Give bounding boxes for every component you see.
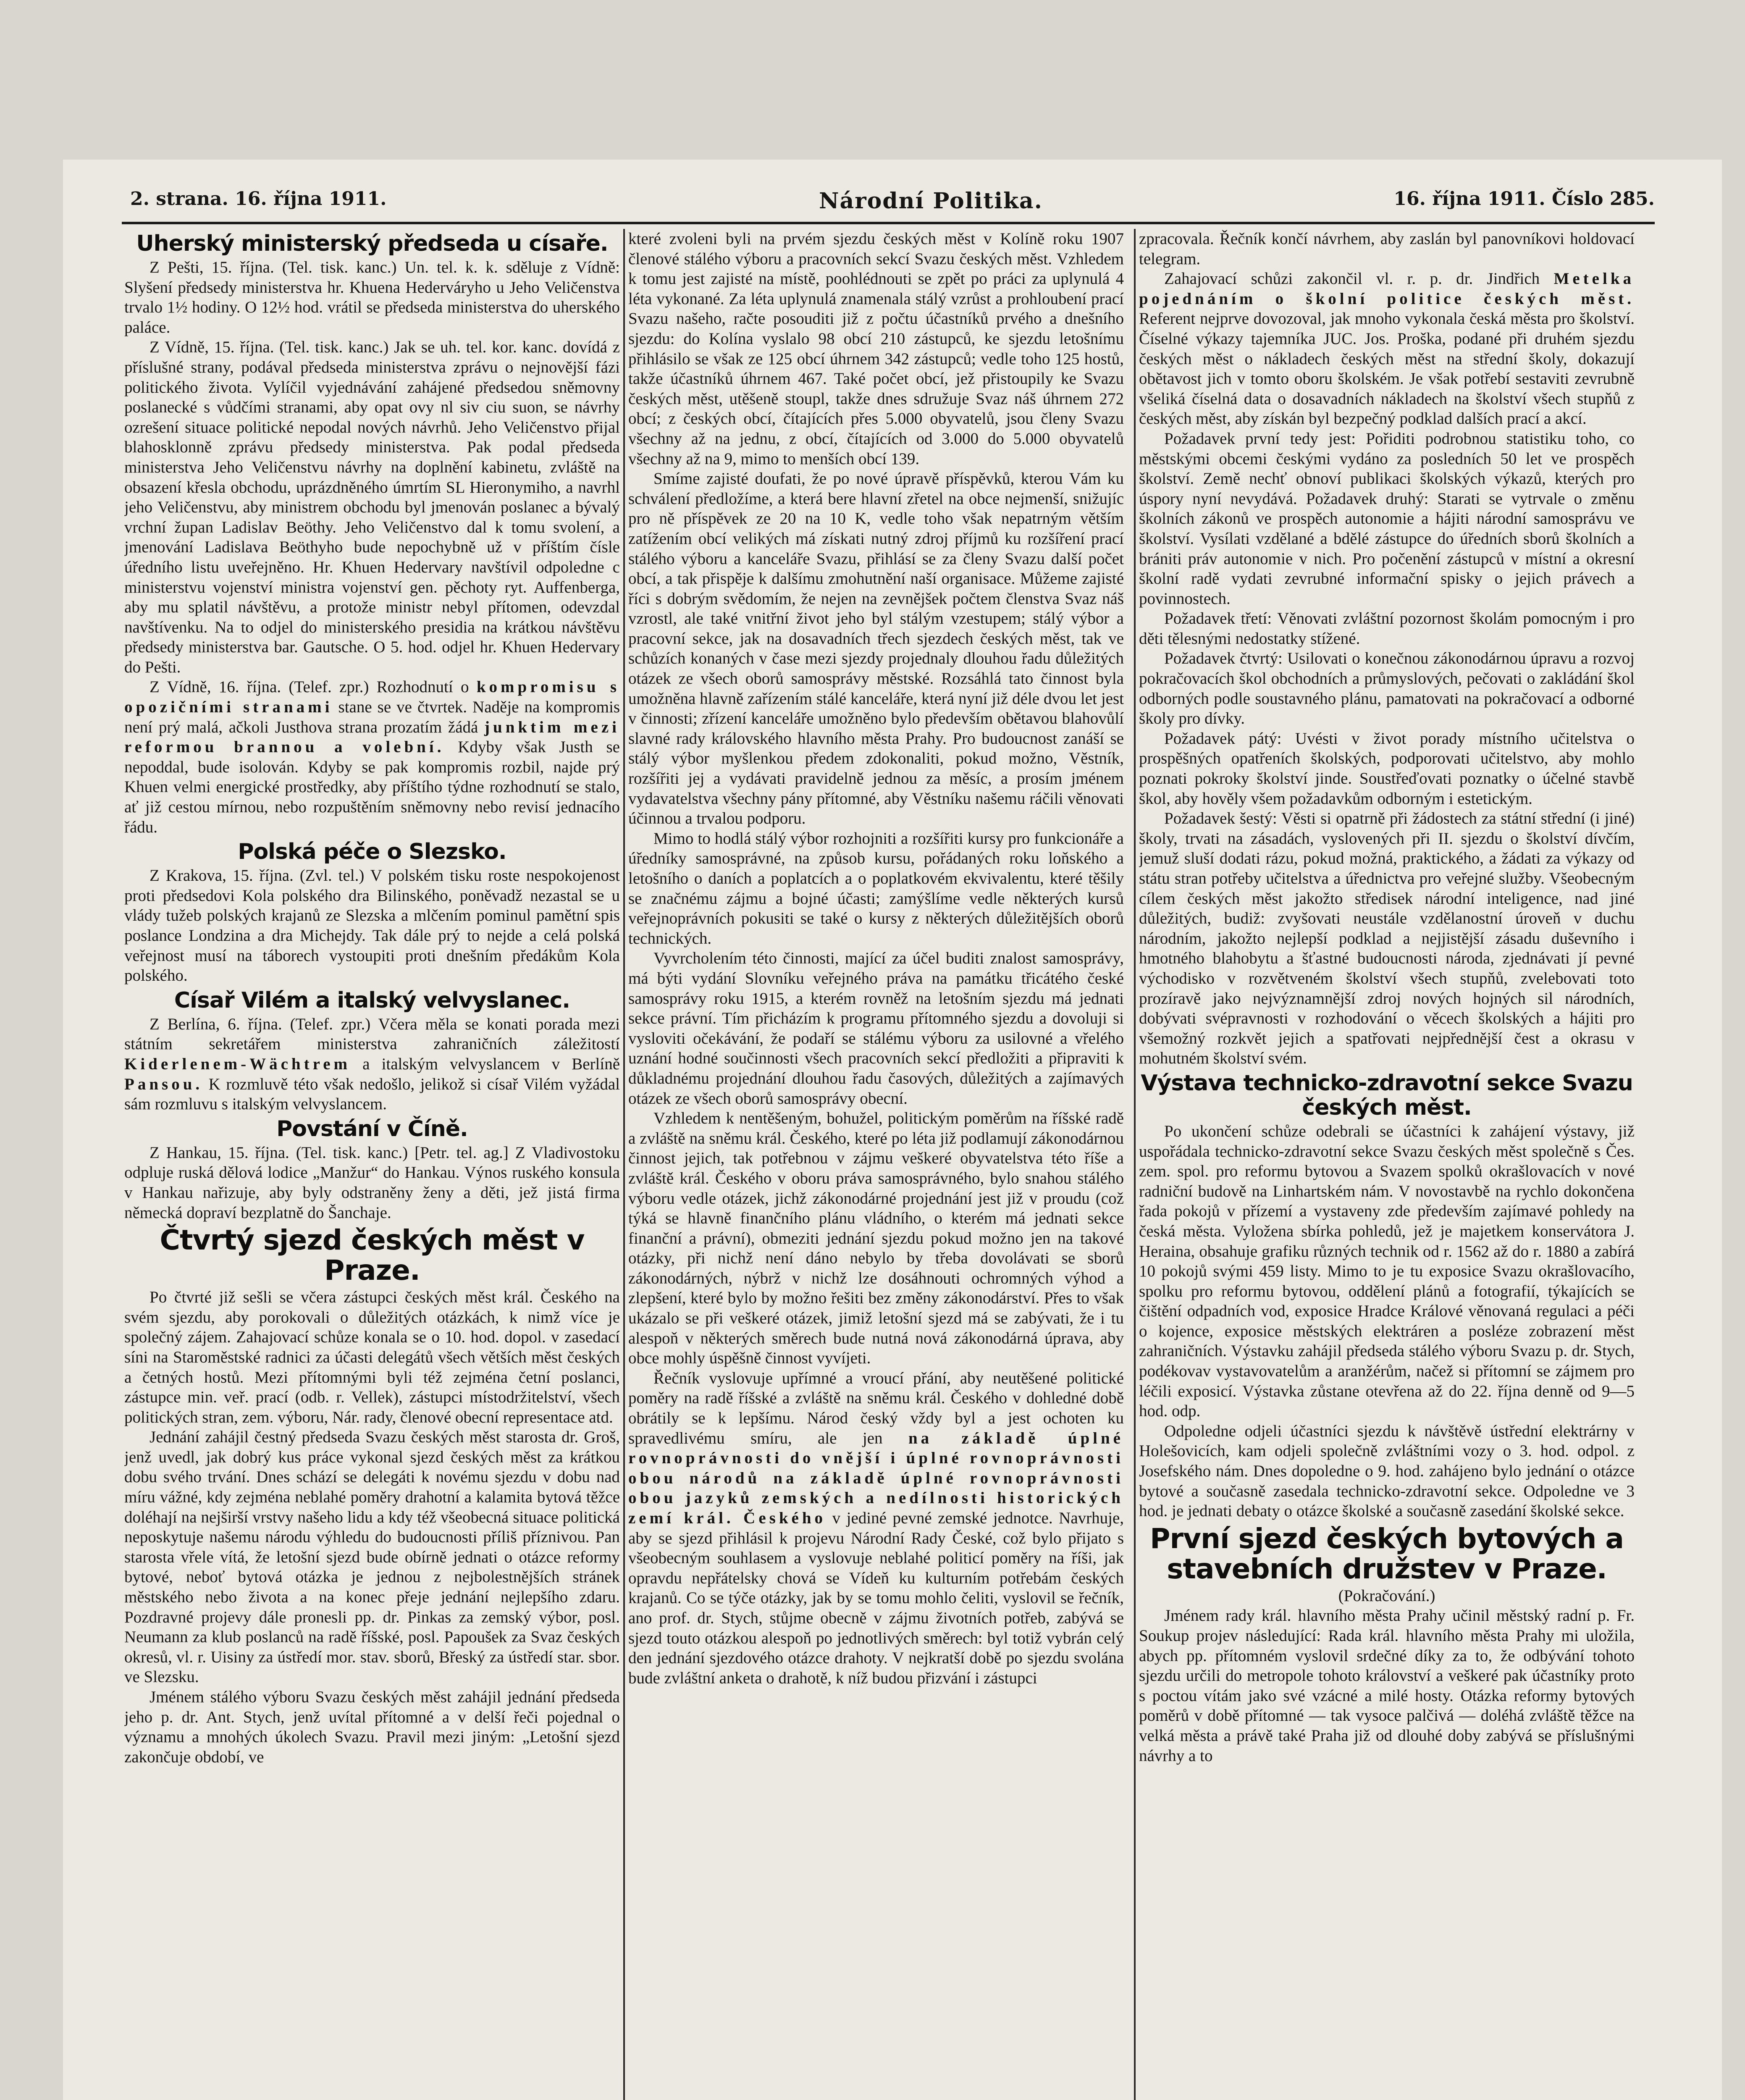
text-run: v jediné pevné zemské jednotce. Navrhuje, aby se sjezd přihlásil k projevu Národní Rady České, což bylo přijato s všeobecným souhlasem a vyslovuje neblahé politicí poměry na říši, jak opravdu nepřátelsky chová se Vídeň ku kulturním potřebám českých krajanů. Co se týče otázky, jak by se tomu mohlo čeliti, vyslovil se řečník, ano prof. dr. Stych, stůjme obecně v zájmu životních potřeb, zabývá se sjezd touto otázkou alespoň po jednotlivých směrech: byl totiž vybrán celý den jednání sjezdového otázce drahoty. V nejkratší době po sjezdu svolána bude zvláštní anketa o drahotě, k níž budou přizvání i zástupci xyxy=(628,1509,1124,1687)
article-subtitle: (Pokračování.) xyxy=(1338,1586,1435,1605)
article-paragraph: Vzhledem k nentěšeným, bohužel, politickým poměrům na říšské radě a zvláště na sněmu král. Českého, které po léta již podlamují zákonodárnou činnost jejich, tak potřebnou v zájmu veškeré obyvatelstva této říše a zvláště král. Českého v oboru práva samosprávného, bylo snahou stálého výboru vedle otázek, jichž zákonodárné projednání jest již v proudu (což týká se hlavně finančního plánu vládního, o kterém má jednati sekce finanční a právní), obmeziti jednání sjezdu pokud možno jen na takové otázky, při nichž není dáno nebylo by třeba dovolávati se sborů zákonodárných, nýbrž v nichž lze dosáhnouti ochromných výhod a zlepšení, které bylo by možno řešiti bez změny zákonodárství. Přes to však ukázalo se při veškeré otázek, jimiž letošní sjezd má se zabývati, že i tu alespoň v některých směrech bude nutná nová zákonodárná úprava, aby obce mohly úspěšně činnost vyvíjeti. xyxy=(628,1109,1124,1368)
article-paragraph: Po ukončení schůze odebrali se účastníci k zahájení výstavy, již uspořádala technicko-zdravotní sekce Svazu českých měst společně s Čes. zem. spol. pro reformu bytovou a Svazem spolků okrašlovacích v nové radniční budově na Linhartském nám. V novostavbě na rychlo dokončena řada pokojů v přízemí a vystaveny zde především zajímavé pohledy na česká města. Vyložena sbírka pohledů, jež je majetkem konservátora J. Heraina, obsahuje grafiku různých technik od r. 1562 až do r. 1880 a zabírá 10 pokojů svými 459 listy. Mimo to je tu exposice Svazu okrašlovacího, spolku pro reformu bytovou, oddělení plánů a fotografií, týkajících se čištění odpadních vod, exposice Hradce Králové věnovaná regulaci a péči o kojence, exposice městských elektráren a posléze zobrazení měst zahraničních. Výstavku zahájil předseda stálého výboru Svazu p. dr. Stych, podékovav vystavovatelům a aranžérům, načež si přítomní se zájmem pro léčili exposicí. Výstavka zůstane otevřena až do 22. října denně od 9—5 hod. odp. xyxy=(1139,1122,1635,1420)
text-run: Z Berlína, 6. října. (Telef. zpr.) Včera měla se konati porada mezi státním sekretářem ministerstva zahraničních záležitostí xyxy=(124,1015,620,1053)
spaced-text: Pansou. xyxy=(124,1075,203,1093)
column-3 xyxy=(1139,229,1635,2100)
column-1 xyxy=(124,229,620,2100)
article-headline: Povstání v Číně. xyxy=(276,1116,468,1142)
spaced-text: Kiderlenem-Wächtrem xyxy=(124,1055,351,1073)
article-paragraph: Vyvrcholením této činnosti, mající za účel buditi znalost samosprávy, má býti vydání Slovníku veřejného práva na památku třicátého české samosprávy roku 1915, a kterém rovněž na letošním sjezdu má jednati sekce právní. Tím přicházím k programu přítomného sjezdu a dovoluji si vysloviti očekávání, že podaří se stálému výboru za usilovné a vřelého uznání hodné součinnosti všech pracovních sekcí předložiti a připraviti k důkladnému projednání dlouhou řadu časových, důležitých a zajímavých otázek ze všech oborů samosprávy obecní. xyxy=(628,949,1124,1108)
article-paragraph xyxy=(628,1368,1124,1688)
article-paragraph: Odpoledne odjeli účastníci sjezdu k návštěvě ústřední elektrárny v Holešovicích, kam odjeli společně zvláštními vozy o 3. hod. odpol. z Josefského nám. Dnes dopoledne o 9. hod. zahájeno bylo jednání o otázce bytové a současně zasedala technicko-zdravotní sekce. Odpoledne ve 3 hod. je jednati debaty o otázce školské a současně zasedání školské sekce. xyxy=(1139,1422,1635,1520)
article-paragraph: Požadavek pátý: Uvésti v život porady místního učitelstva o prospěšných opatřeních školských, podporovati učitelstvo, aby mohlo poznati pokroky školství jinde. Soustřeďovati poznatky o účelné stavbě škol, aby hověly všem požadavkům odborným i estetickým. xyxy=(1139,729,1635,808)
article-paragraph: Požadavek šestý: Věsti si opatrně při žádostech za státní střední (i jiné) školy, trvati na zásadách, vyslovených při II. sjezdu o školství dívčím, jemuž sluší dodati rázu, pokud možná, praktického, a žádati za výkazy od státu stran potřeby učitelstva a úřednictva pro veřejné služby. Všeobecným cílem českých měst jakožto středisek národní inteligence, nad jiné důležitých, budiž: zvyšovati neustále vzdělanostní úroveň v duchu národním, jakožto nejlepší podklad a nejjistější zásadu duševního i hmotného blahobytu a šťastné budoucnosti národa, zjednávati jí pevné východisko v rozvětveném školství všech stupňů, zvelebovati toto prozíravě jako nejvýznamnější zdroj nových hojných sil národních, dobývati svépravnosti v rozhodování o věcech školských a hájiti pro všemožný rozkvět jejich a spatřovati nejpřednější čest a okrasu v mohutném školství svém. xyxy=(1139,809,1635,1068)
text-run: Kdyby však Justh se nepoddal, bude isolován. Kdyby se pak kompromis rozbil, najde prý Khuen velmi energické prostředky, aby příštího týdne rozhodnutí se stalo, ať již cestou mírnou, nebo rozpuštěním sněmovny nebo revisí jednacího řádu. xyxy=(124,738,620,836)
article-headline: Výstava technicko-zdravotní sekce Svazu českých měst. xyxy=(1141,1070,1633,1120)
article-headline: Uherský ministerský předseda u císaře. xyxy=(136,231,608,256)
article-paragraph: Požadavek třetí: Věnovati zvláštní pozornost školám pomocným i pro děti tělesnými nedostatky stížené. xyxy=(1139,609,1635,648)
article-paragraph: Mimo to hodlá stálý výbor rozhojniti a rozšířiti kursy pro funkcionáře a úředníky samosprávné, na způsob kursu, pořádaných roku loňského a letošního o daních a poplatcích a o poplatkovém ekvivalentu, které těšily se značnému zájmu a bojné účasti; zamýšlíme vedle některých kursů veřejnoprávních pokusiti se také o kursy z některých důležitějších oborů technických. xyxy=(628,829,1124,948)
spaced-text: kompromisu s opozičními stranami xyxy=(124,678,620,717)
column-rule-1 xyxy=(623,229,625,2100)
article-paragraph: Z Hankau, 15. října. (Tel. tisk. kanc.) [Petr. tel. ag.] Z Vladivostoku odpluje ruská dělová lodice „Manžur“ do Hankau. Výnos ruského konsula v Hankau nařizuje, aby byly odstraněny ženy a děti, jež jistá firma německá dopraví bezplatně do Šanchaje. xyxy=(124,1143,620,1222)
page-header xyxy=(63,181,1705,218)
text-run: Referent nejprve dovozoval, jak mnoho vykonala česká města pro školství. Číselné výkazy tajemníka JUC. Jos. Proška, podané při druhém sjezdu českých měst o nákladech českých měst na střední školy, dokazují obětavost jich v tomto oboru školském. Je však potřebí sestaviti zevrubně všeliká číselná data o dosavadních nákladech na školství všech stupňů z českých měst, aby získán byl bezpečný podklad dalších prací a akcí. xyxy=(1139,310,1635,428)
article-paragraph: které zvoleni byli na prvém sjezdu českých měst v Kolíně roku 1907 členové stálého výboru a pracovních sekcí Svazu českých měst. Vzhledem k tomu jest zajisté na místě, poohlédnouti se zpět po práci za uplynulá 4 léta vykonané. Za léta uplynulá znamenala stálý vzrůst a prohloubení prací Svazu našeho, račte posouditi již z počtu účastníků prvého a dnešního sjezdu: do Kolína vyslalo 98 obcí 210 zástupců, ke sjezdu letošnímu přihlásilo se však ze 125 obcí úhrnem 342 zástupců; vedle toho 125 hostů, takže účastníků úhrnem 467. Také počet obcí, jež přistoupily ke Svazu českých měst, utěšeně stoupl, takže dnes sdružuje Svaz náš úhrnem 272 obcí; z českých obcí, čítajících přes 5.000 obyvatelů, jsou členy Svazu všechny až na jednu, z obcí, čítajících od 3.000 do 5.000 obyvatelů všechny až na 9, mimo to menších obcí 139. xyxy=(628,230,1124,468)
header-rule xyxy=(122,222,1655,224)
text-run: K rozmluvě této však nedošlo, jelikož si císař Vilém vyžádal sám rozmluvu s italským velvyslancem. xyxy=(124,1075,620,1113)
article-paragraph: Po čtvrté již sešli se včera zástupci českých měst král. Českého na svém sjezdu, aby porokovali o důležitých otázkách, k nimž více je společný zájem. Zahajovací schůze konala se o 10. hod. dopol. v zasedací síni na Staroměstské radnici za účasti delegátů všech větších měst českých a četných hostů. Mezi přítomnými byli též zejména četní poslanci, zástupce min. veř. prací (odb. r. Vellek), zástupci místodržitelství, všech politických stran, zem. výboru, Nár. rady, členové obecní representace atd. xyxy=(124,1288,620,1426)
article-paragraph: Požadavek čtvrtý: Usilovati o konečnou zákonodárnou úpravu a rozvoj pokračovacích škol obchodních a průmyslových, pečovati o zakládání škol odborných podle soustavného plánu, pamatovati na pokračovací a odborné školy pro dívky. xyxy=(1139,649,1635,728)
article-paragraph: Z Krakova, 15. října. (Zvl. tel.) V polském tisku roste nespokojenost proti předsedovi Kola polského dra Bilinského, poněvadž nezastal se u vlády tužeb polských krajanů ze Slezska a mlčením pominul pamětní spis poslance Londzina a dra Michejdy. Tak dále prý to nejde a celá polská veřejnost musí na táborech vystoupiti proti dnešním předákům Kola polského. xyxy=(124,866,620,985)
article-paragraph: Jménem stálého výboru Svazu českých měst zahájil jednání předseda jeho p. dr. Ant. Stych, jenž uvítal přítomné a v delší řeči pojednal o významu a mnohých úkolech Svazu. Pravil mezi jiným: „Letošní sjezd zakončuje období, ve xyxy=(124,1688,620,1766)
article-headline: Polská péče o Slezsko. xyxy=(238,839,506,865)
article-headline: Čtvrtý sjezd českých měst v Praze. xyxy=(160,1224,585,1287)
article-paragraph: Jednání zahájil čestný předseda Svazu českých měst starosta dr. Groš, jenž uvedl, jak dobrý kus práce vykonal sjezd českých měst za krátkou dobu svého trvání. Dnes schází se delegáti k novému sjezdu v dobu nad míru vážné, kdy zejména neblahé poměry drahotní a kalamita bytová těžce doléhají na nejširší vrstvy našeho lidu a kdy též všeobecná situace politická neposkytuje našemu národu výhledu do budoucnosti příliš příznivou. Pan starosta vřele vítá, že letošní sjezd bude obírně jednati o otázce reformy bytové, neboť bytová otázka je jednou z nejbolestnějších stránek městského nebo života a na konec přeje jednání nejlepšího zdaru. Pozdravné projevy dále pronesli pp. dr. Pinkas za zemský výbor, posl. Neumann za klub poslanců na radě říšské, posl. Papoušek za Svaz českých okresů, vl. r. Uisiny za ústředí mor. stav. sborů, Břeský za ústředí star. sbor. ve Slezsku. xyxy=(124,1428,620,1686)
header-date-left: 2. strana. 16. října 1911. xyxy=(130,188,387,210)
spaced-text: na základě úplné rovnoprávnosti do vnější i úplné rovnoprávnosti obou národů na základě úplné rovnoprávnosti obou jazyků zemských a nedílnosti historických zemí král. Českého xyxy=(628,1429,1124,1527)
text-run: a italským velvyslancem v Berlíně xyxy=(362,1055,620,1073)
article-paragraph xyxy=(124,1014,620,1114)
column-rule-2 xyxy=(1134,229,1136,2100)
article-paragraph: Jménem rady král. hlavního města Prahy učinil městský radní p. Fr. Soukup projev následující: Rada král. hlavního města Prahy mi uložila, abych pp. přítomném vyslovil srdečné díky za to, že odbývání tohoto sjezdu určili do metropole tohoto království a veškeré pak účastníky proto s poctou vítám jako své vzácné a milé hosty. Otázka reformy bytových poměrů v době přítomné — tak vysoce palčivá — doléhá zvláště těžce na velká města a právě také Praha již od dlouhé doby zabývá se příslušnými návrhy a to xyxy=(1139,1606,1635,1765)
article-paragraph: Z Vídně, 15. října. (Tel. tisk. kanc.) Jak se uh. tel. kor. kanc. dovídá z příslušné strany, podával předseda ministerstva zprávu o nejnovější fázi politického života. Vylíčil vyjednávání zahájené předsedou sněmovny poslanecké s vůdčími stranami, aby opat ovy nl siv ciu suon, se návrhy ozrešení situace politické nepodal nových návrhů. Jeho Veličenstvo přijal blahosklonně zprávu předsedy ministerstva. Pak podal předseda ministerstva Jeho Veličenstvu návrhy na doplnění kabinetu, zvláště na obsazení křesla obchodu, uprázdněného úmrtím SL Hieronymiho, a navrhl jeho Veličenstvu, aby ministrem obchodu byl jmenován poslanec a bývalý vrchní župan Ladislav Beöthy. Jeho Veličenstvo dal k tomu svolení, a jmenování Ladislava Beöthyho bude nepochybně už v příštím čísle úředního listu uveřejněno. Hr. Khuen Hedervary navštívil odpoledne c ministerstvu vojenství ministra vojenství gen. pěchoty ryt. Auffenberga, aby mu splatil návštěvu, a protože ministr nebyl přítomen, odevzdal navštívenku. Na to odjel do ministerského presidia na krátkou návštěvu předsedy ministerstva bar. Gautsche. O 5. hod. odjel hr. Khuen Hedervary do Pešti. xyxy=(124,338,620,676)
article-headline: Císař Vilém a italský velvyslanec. xyxy=(174,987,570,1013)
masthead-title: Národní Politika. xyxy=(819,188,1043,214)
article-paragraph xyxy=(124,677,620,837)
article-paragraph: Požadavek první tedy jest: Pořiditi podrobnou statistiku toho, co městskými obcemi českými vydáno za posledních 50 let ve prospěch školství. Země nechť obnoví publikaci školských výkazů, kterých pro úspory nyní nevydává. Požadavek druhý: Starati se vytrvale o změnu školních zákonů ve prospěch autonomie a hájiti národní samosprávu ve školství. Vysílati vzdělané a bdělé zástupce do úředních sborů školních a brániti práv autonomie v nich. Pro počenění zástupců v místní a okresní školní radě vydati zevrubné informační spisky o jejich právech a povinnostech. xyxy=(1139,429,1635,608)
article-paragraph: zpracovala. Řečník končí návrhem, aby zaslán byl panovníkovi holdovací telegram. xyxy=(1139,230,1635,268)
article-headline: První sjezd českých bytových a stavebních družstev v Praze. xyxy=(1150,1522,1624,1585)
article-paragraph: Smíme zajisté doufati, že po nové úpravě příspěvků, kterou Vám ku schválení předložíme, a která bere hlavní zřetel na obce nejmenší, snižujíc pro ně příspěvek ze 20 na 10 K, vedle toho však nepatrným větším zatížením obcí velikých má získati nutný zdroj příjmů ku rozšíření prací stálého výboru a kanceláře Svazu, přihlásí se za členy Svazu další počet obcí, a tak přispěje k dalšímu zmohutnění naší organisace. Můžeme zajisté říci s dobrým svědomím, že nejen na zevnějšek počtem členstva Svaz náš vzrostl, ale také vnitřní život jeho byl stálým vzestupem; stálý výbor a pracovní sekce, jak na dosavadních třech sjezdech českých měst, tak ve schůzích konaných v čase mezi sjezdy projednaly dlouhou řadu důležitých otázek ze všech oborů samosprávy městské. Rozsáhlá tato činnost byla umožněna hlavně zařízením stálé kanceláře, která nyní již déle dvou let jest v činnosti; zřízení kanceláře umožněno bylo především obětavou blahovůlí slavné rady královského hlavního města Prahy. Pro budoucnost zanáší se stálý výbor myšlenkou předem zdokonaliti, pokud možno, Věstník, rozšířiti jej a vydávati pravidelně jednou za měsíc, a prosím jménem vydavatelstva všechny pány přítomné, aby Věstníku našemu ráčili věnovati účinnou a trvalou podporu. xyxy=(628,470,1124,828)
text-run: Zahajovací schůzi zakončil vl. r. p. dr. Jindřich xyxy=(1164,270,1540,288)
header-date-right: 16. října 1911. Číslo 285. xyxy=(1393,188,1655,210)
text-run: stane se ve čtvrtek. Naděje na kompromis není prý malá, ačkoli Justhova strana prozatím žádá xyxy=(124,698,620,736)
text-run: Řečník vyslovuje upřímné a vroucí přání, aby neutěšené politické poměry na radě říšské a zvláště na sněmu král. Českého v dohledné době obrátily se k lepšímu. Národ český vždy byl a jest ochoten ku spravedlivému smíru, ale jen xyxy=(628,1369,1124,1447)
article-paragraph: Z Pešti, 15. října. (Tel. tisk. kanc.) Un. tel. k. k. sděluje z Vídně: Slyšení předsedy ministerstva hr. Khuena Hederváryho u Jeho Veličenstva trvalo 1½ hodiny. O 12½ hod. vrátil se předseda ministerstva do uherského paláce. xyxy=(124,258,620,336)
article-paragraph xyxy=(1139,269,1635,429)
spaced-text: junktim mezi reformou brannou a volební. xyxy=(124,718,620,756)
text-run: Z Vídně, 16. října. (Telef. zpr.) Rozhodnutí o xyxy=(150,678,469,696)
spaced-text: Metelka pojednáním o školní politice českých měst. xyxy=(1139,270,1635,308)
column-2 xyxy=(628,229,1124,2100)
